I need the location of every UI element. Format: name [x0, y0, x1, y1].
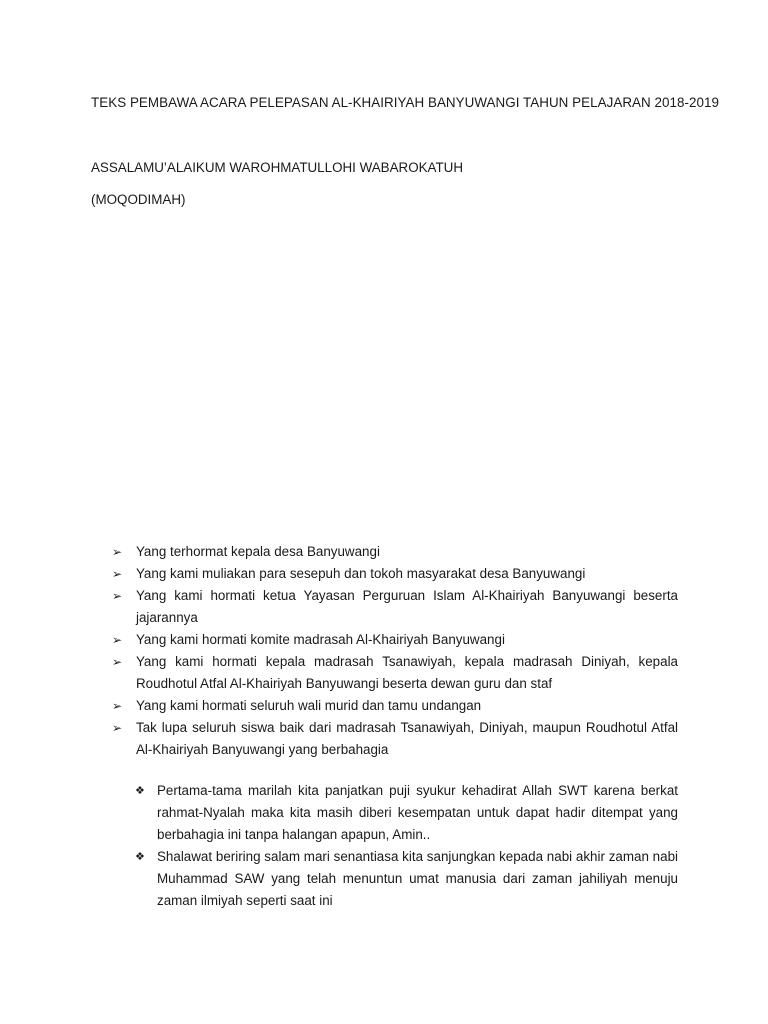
list-item [112, 651, 678, 695]
list-item-text: Yang kami hormati komite madrasah Al-Khairiyah Banyuwangi [136, 632, 505, 647]
arrow-bullet-icon: ➢ [112, 589, 123, 603]
opening-paragraphs [135, 780, 678, 912]
list-item-text: Yang terhormat kepala desa Banyuwangi [136, 544, 380, 559]
arrow-bullet-icon: ➢ [112, 633, 123, 647]
list-item-text: Yang kami muliakan para sesepuh dan tokoh masyarakat desa Banyuwangi [136, 566, 586, 581]
arrow-bullet-icon: ➢ [112, 699, 123, 713]
list-item [112, 717, 678, 761]
arrow-bullet-icon: ➢ [112, 567, 123, 581]
paragraph-text: Pertama-tama marilah kita panjatkan puji syukur kehadirat Allah SWT karena berkat rahmat-Nyalah maka kita masih diberi kesempatan untuk dapat hadir ditempat yang berbahagia ini tanpa halangan apapun, Amin.. [157, 783, 678, 842]
salutation-list [112, 541, 678, 761]
arrow-bullet-icon: ➢ [112, 545, 123, 559]
list-item [112, 695, 678, 717]
list-item [112, 563, 678, 585]
arrow-bullet-icon: ➢ [112, 655, 123, 669]
list-item-text: Yang kami hormati kepala madrasah Tsanawiyah, kepala madrasah Diniyah, kepala Roudhotul Atfal Al-Khairiyah Banyuwangi beserta dewan guru dan staf [136, 654, 678, 691]
document-title: TEKS PEMBAWA ACARA PELEPASAN AL-KHAIRIYAH BANYUWANGI TAHUN PELAJARAN 2018-2019 [91, 95, 720, 110]
list-item [112, 629, 678, 651]
list-item-text: Yang kami hormati ketua Yayasan Perguruan Islam Al-Khairiyah Banyuwangi beserta jajarannya [136, 588, 678, 625]
greeting: ASSALAMU’ALAIKUM WAROHMATULLOHI WABAROKATUH [91, 160, 464, 175]
arrow-bullet-icon: ➢ [112, 721, 123, 735]
diamond-bullet-icon: ❖ [135, 784, 145, 797]
diamond-bullet-icon: ❖ [135, 850, 145, 863]
list-item-text: Yang kami hormati seluruh wali murid dan tamu undangan [136, 698, 482, 713]
paragraph-text: Shalawat beriring salam mari senantiasa kita sanjungkan kepada nabi akhir zaman nabi Muhammad SAW yang telah menuntun umat manusia dari zaman jahiliyah menuju zaman ilmiyah seperti saat ini [157, 849, 678, 908]
list-item-text: Tak lupa seluruh siswa baik dari madrasah Tsanawiyah, Diniyah, maupun Roudhotul Atfal Al-Khairiyah Banyuwangi yang berbahagia [136, 720, 678, 757]
paragraph-item [135, 780, 678, 846]
section-label: (MOQODIMAH) [91, 192, 186, 207]
paragraph-item [135, 846, 678, 912]
list-item [112, 585, 678, 629]
list-item [112, 541, 678, 563]
